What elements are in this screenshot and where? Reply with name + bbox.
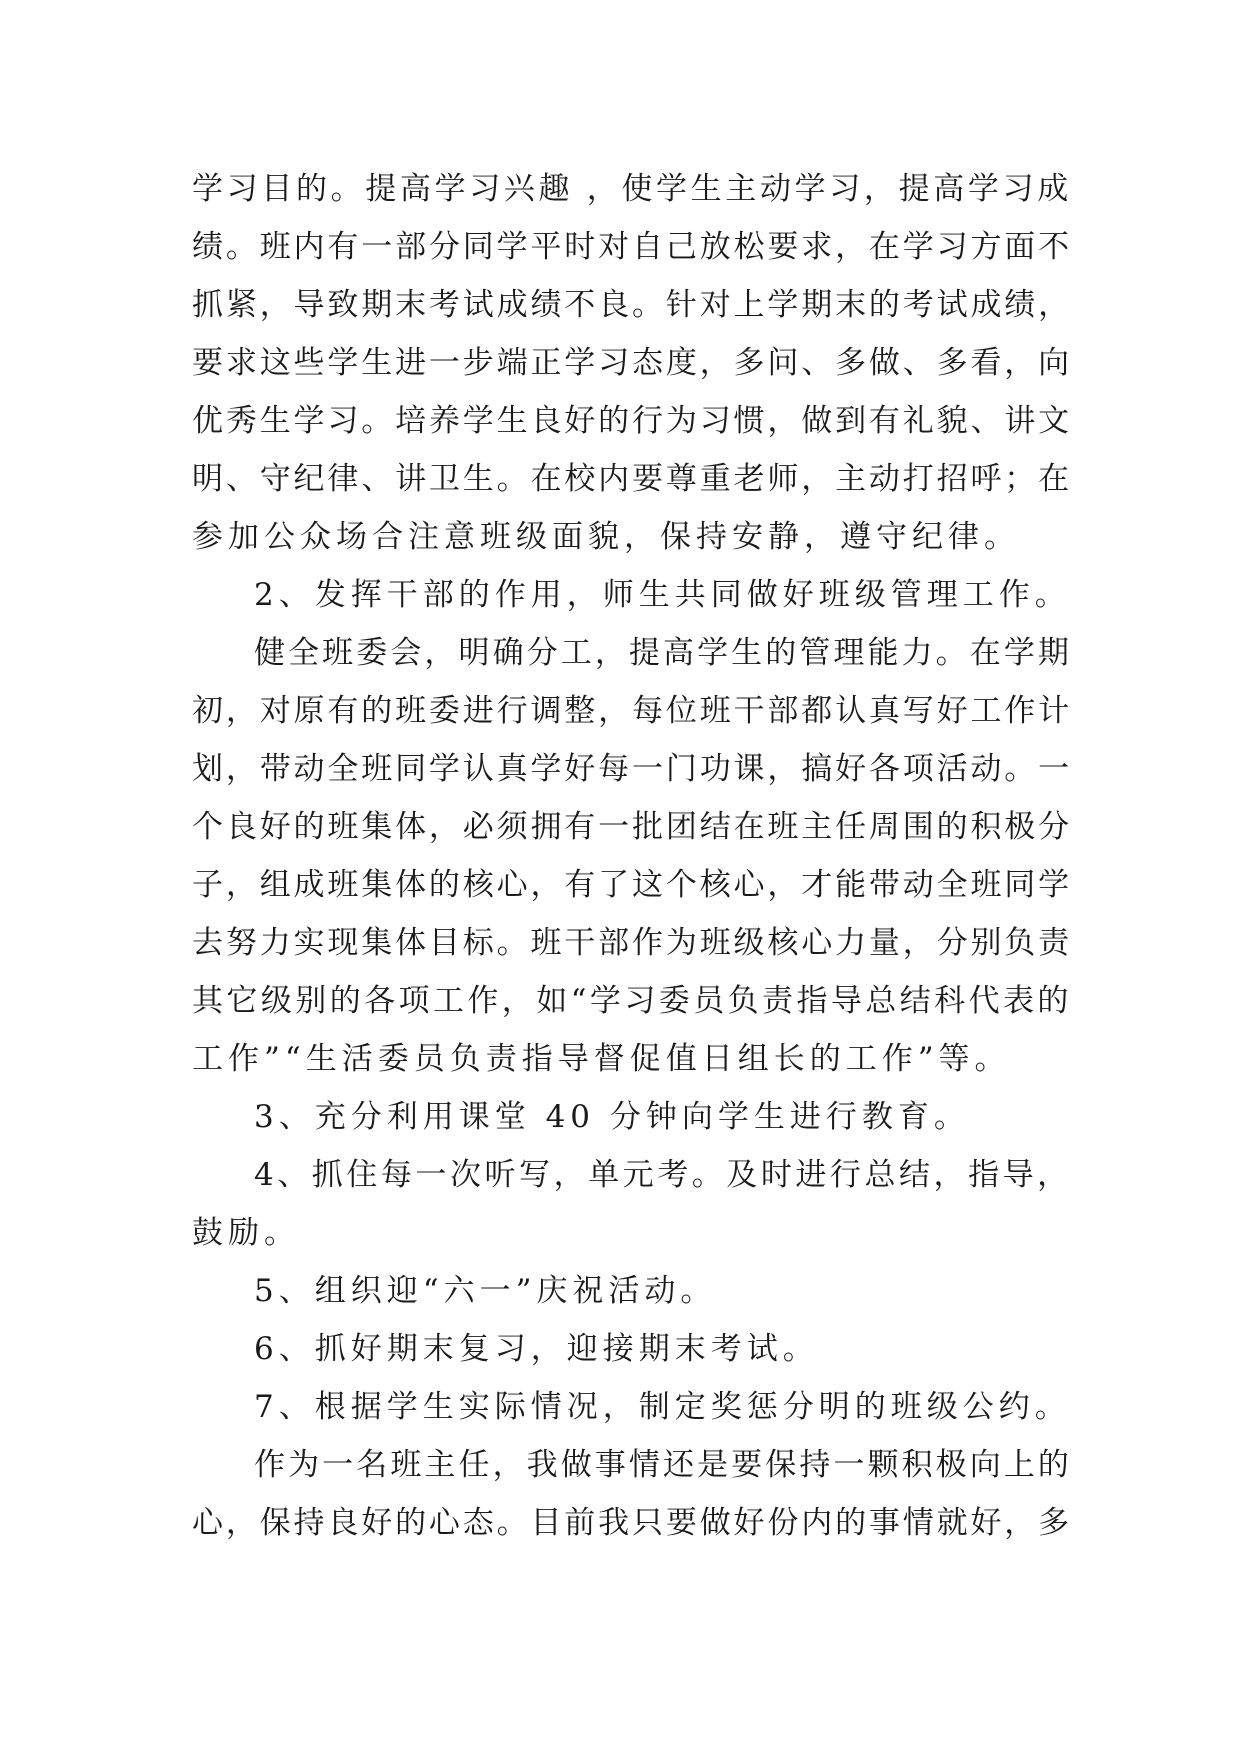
text-line: 初，对原有的班委进行调整，每位班干部都认真写好工作计 (192, 693, 1072, 729)
text-line: 明、守纪律、讲卫生。在校内要尊重老师，主动打招呼；在 (192, 461, 1072, 497)
text-line: 子，组成班集体的核心，有了这个核心，才能带动全班同学 (192, 867, 1072, 903)
document-body (192, 160, 1072, 1552)
text-line: 划，带动全班同学认真学好每一门功课，搞好各项活动。一 (192, 751, 1072, 787)
text-line: 去努力实现集体目标。班干部作为班级核心力量，分别负责 (192, 925, 1072, 961)
text-line: 绩。班内有一部分同学平时对自己放松要求，在学习方面不 (192, 229, 1072, 265)
text-line: 要求这些学生进一步端正学习态度，多问、多做、多看，向 (192, 345, 1072, 381)
text-line: 学习目的。提高学习兴趣 ，使学生主动学习，提高学习成 (192, 171, 1072, 207)
text-line: 鼓励。 (192, 1215, 300, 1251)
text-line: 其它级别的各项工作，如“学习委员负责指导总结科代表的 (192, 983, 1072, 1019)
text-line: 心，保持良好的心态。目前我只要做好份内的事情就好，多 (192, 1505, 1072, 1541)
text-line: 2、发挥干部的作用，师生共同做好班级管理工作。 (254, 577, 1071, 613)
text-line: 5、组织迎“六一”庆祝活动。 (254, 1273, 717, 1309)
text-line: 6、抓好期末复习，迎接期末考试。 (254, 1331, 819, 1367)
text-line: 工作”“生活委员负责指导督促值日组长的工作”等。 (192, 1041, 1011, 1077)
text-line: 优秀生学习。培养学生良好的行为习惯，做到有礼貌、讲文 (192, 403, 1072, 439)
text-line: 4、抓住每一次听写，单元考。及时进行总结，指导， (254, 1157, 1072, 1193)
text-line: 参加公众场合注意班级面貌，保持安静，遵守纪律。 (192, 519, 1020, 555)
text-line: 作为一名班主任，我做事情还是要保持一颗积极向上的 (254, 1447, 1072, 1483)
text-line: 抓紧，导致期末考试成绩不良。针对上学期末的考试成绩， (192, 287, 1072, 323)
text-line: 个良好的班集体，必须拥有一批团结在班主任周围的积极分 (192, 809, 1072, 845)
text-line: 7、根据学生实际情况，制定奖惩分明的班级公约。 (254, 1389, 1071, 1425)
text-line: 3、充分利用课堂 40 分钟向学生进行教育。 (254, 1099, 970, 1135)
text-line: 健全班委会，明确分工，提高学生的管理能力。在学期 (254, 635, 1072, 671)
